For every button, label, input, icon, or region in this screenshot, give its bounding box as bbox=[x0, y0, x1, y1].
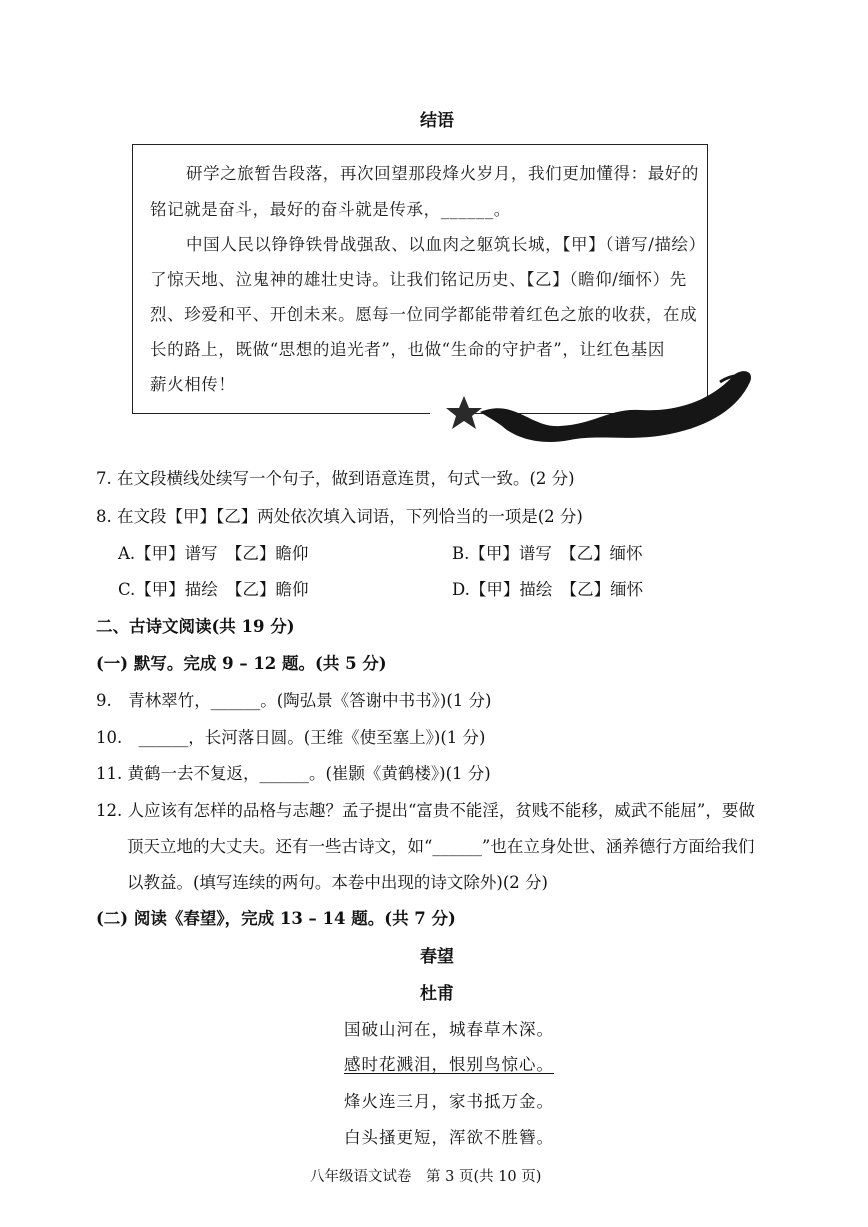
q8-option-c: C.【甲】描绘 【乙】瞻仰 bbox=[118, 580, 309, 599]
passage-p2-line3: 烈、珍爱和平、开创未来。愿每一位同学都能带着红色之旅的收获，在成 bbox=[150, 305, 698, 324]
passage-p1-line1: 研学之旅暂告段落，再次回望那段烽火岁月，我们更加懂得：最好的 bbox=[186, 164, 699, 183]
question-8: 8. 在文段【甲】【乙】两处依次填入词语，下列恰当的一项是(2 分) bbox=[96, 507, 583, 526]
passage-p1-line2: 铭记就是奋斗，最好的奋斗就是传承，______。 bbox=[150, 200, 511, 219]
question-12-line3: 以教益。(填写连续的两句。本卷中出现的诗文除外)(2 分) bbox=[127, 873, 548, 892]
poem-author: 杜甫 bbox=[420, 984, 454, 1004]
question-11: 11. 黄鹤一去不复返，______。(崔颢《黄鹤楼》)(1 分) bbox=[96, 764, 491, 783]
poem-line-3: 烽火连三月，家书抵万金。 bbox=[344, 1092, 554, 1111]
poem-line-1: 国破山河在，城春草木深。 bbox=[344, 1020, 554, 1039]
passage-p2-line2: 了惊天地、泣鬼神的雄壮史诗。让我们铭记历史、【乙】（瞻仰/缅怀）先 bbox=[150, 270, 687, 289]
part2-title: 二、古诗文阅读(共 19 分) bbox=[96, 617, 295, 636]
question-9: 9. 青林翠竹，______。(陶弘景《答谢中书书》)(1 分) bbox=[96, 691, 492, 710]
star-ribbon-decoration bbox=[420, 368, 760, 450]
passage-p2-line1: 中国人民以铮铮铁骨战强敌、以血肉之躯筑长城，【甲】（谱写/描绘） bbox=[186, 235, 706, 254]
question-12-line1: 12. 人应该有怎样的品格与志趣？孟子提出“富贵不能淫，贫贱不能移，威武不能屈”，要做 bbox=[96, 801, 755, 820]
page-footer: 八年级语文试卷 第 3 页(共 10 页) bbox=[310, 1169, 542, 1185]
question-12-line2: 顶天立地的大丈夫。还有一些古诗文，如“______”也在立身处世、涵养德行方面给我们 bbox=[127, 837, 755, 856]
question-10: 10. ______，长河落日圆。(王维《使至塞上》)(1 分) bbox=[96, 728, 486, 747]
q8-option-a: A.【甲】谱写 【乙】瞻仰 bbox=[118, 544, 309, 563]
passage-p2-line4: 长的路上，既做“思想的追光者”，也做“生命的守护者”，让红色基因 bbox=[150, 340, 665, 359]
passage-p2-line5: 薪火相传！ bbox=[150, 375, 236, 394]
sub1-title: (一) 默写。完成 9 – 12 题。(共 5 分) bbox=[96, 654, 387, 673]
poem-line-4: 白头搔更短，浑欲不胜簪。 bbox=[344, 1128, 554, 1147]
q8-option-b: B.【甲】谱写 【乙】缅怀 bbox=[452, 544, 643, 563]
question-7: 7. 在文段横线处续写一个句子，做到语意连贯，句式一致。(2 分) bbox=[96, 469, 575, 488]
section-title: 结语 bbox=[420, 111, 454, 131]
poem-title: 春望 bbox=[420, 947, 454, 967]
poem-line-2: 感时花溅泪，恨别鸟惊心。 bbox=[344, 1055, 554, 1074]
sub2-title: (二) 阅读《春望》，完成 13 – 14 题。(共 7 分) bbox=[96, 909, 456, 928]
q8-option-d: D.【甲】描绘 【乙】缅怀 bbox=[452, 580, 644, 599]
